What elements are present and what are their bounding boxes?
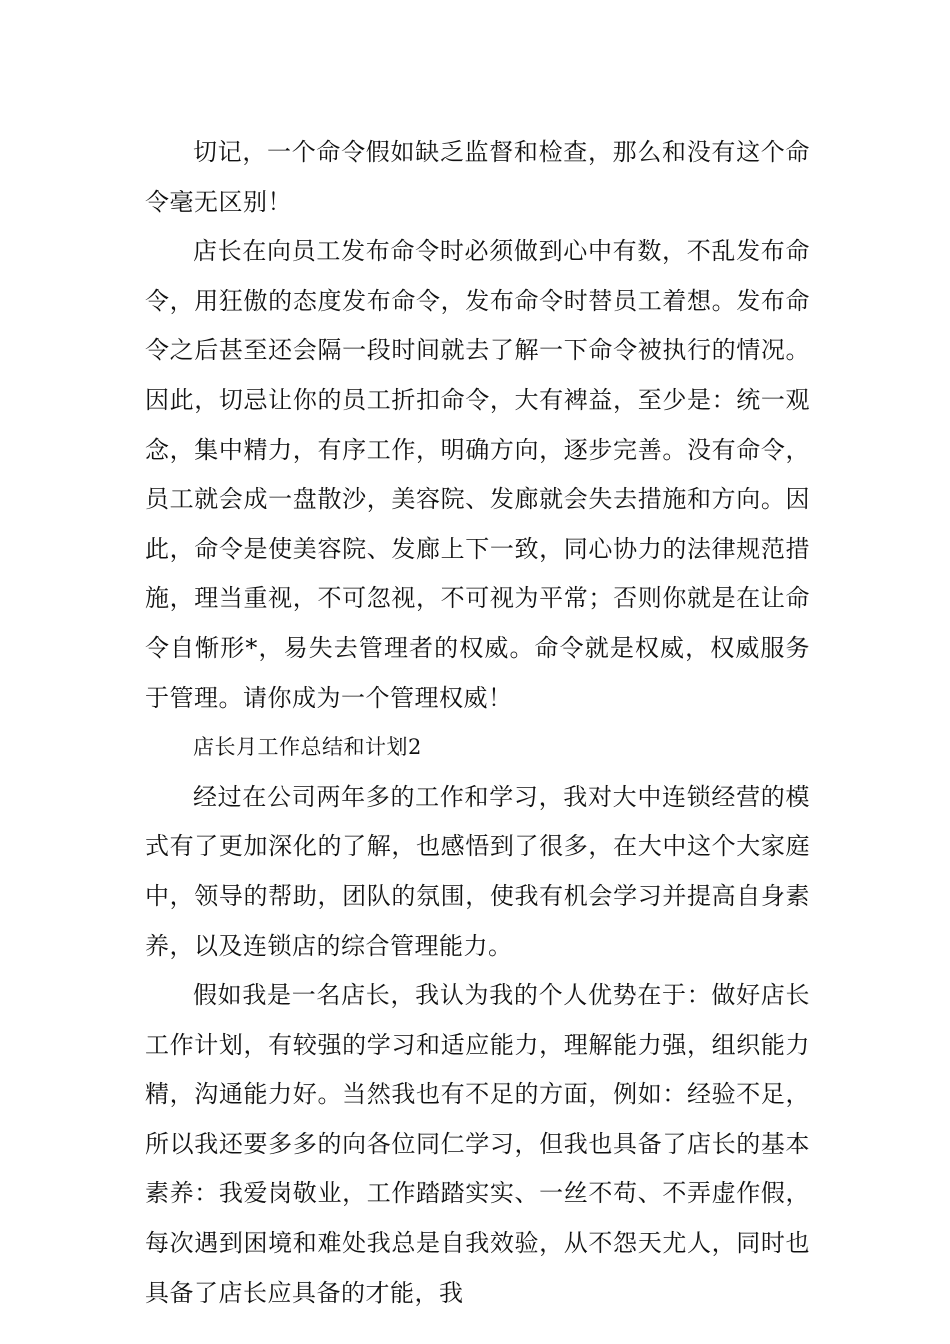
text-line: 了更加深化的了解，也感悟到了很多，在大中这个大家庭中，领导	[145, 832, 811, 910]
paragraph-1	[145, 128, 810, 227]
text-line: 是自我效验，从不怨天尤人，同时也具备了店长应具备的才能，我	[145, 1229, 811, 1307]
text-line: 经过在公司两年多的工作和学习，我对大中连锁经营的模式有	[145, 782, 810, 861]
text-line: 至还会隔一段时间就去了解一下命令被执行的情况。因此，切忌让	[145, 336, 811, 414]
text-line: 无区别！	[194, 187, 292, 216]
section-heading: 店长月工作总结和计划2	[193, 735, 422, 760]
text-line: 视为平常；否则你就是在让命令自惭形*，易失去管理者的权威。命	[145, 584, 811, 662]
text-line: 你的员工折扣命令，大有裨益，至少是：统一观念，集中精力，有	[145, 385, 811, 464]
document-body	[145, 128, 810, 1318]
text-line: 令就是权威，权威服务于管理。请你成为一个管理权威！	[145, 633, 811, 712]
text-line: 用狂傲的态度发布命令，发布命令时替员工着想。发布命令之后甚	[145, 286, 811, 365]
text-line: 美容院、发廊就会失去措施和方向。因此，命令是使美容院、发廊	[145, 485, 811, 563]
text-line: 店长在向员工发布命令时必须做到心中有数，不乱发布命令，	[145, 237, 810, 315]
text-line: 计划，有较强的学习和适应能力，理解能力强，组织能力精，沟通	[145, 1030, 811, 1109]
text-line: 序工作，明确方向，逐步完善。没有命令，员工就会成一盘散沙，	[145, 435, 810, 514]
text-line: 的帮助，团队的氛围，使我有机会学习并提高自身素养，以及连锁	[145, 881, 811, 960]
paragraph-3	[145, 773, 810, 971]
text-line: 多的向各位同仁学习，但我也具备了店长的基本素养：我爱岗敬业，	[145, 1129, 811, 1208]
text-line: 店的综合管理能力。	[292, 931, 513, 960]
text-line: 工作踏踏实实、一丝不苟、不弄虚作假，每次遇到困境和难处我总	[145, 1179, 811, 1258]
paragraph-2	[145, 227, 810, 723]
text-line: 假如我是一名店长，我认为我的个人优势在于：做好店长工作	[145, 981, 810, 1059]
text-line: 切记，一个命令假如缺乏监督和检查，那么和没有这个命令毫	[145, 138, 810, 216]
text-line: 上下一致，同心协力的法律规范措施，理当重视，不可忽视，不可	[145, 534, 811, 613]
text-line: 能力好。当然我也有不足的方面，例如：经验不足，所以我还要多	[145, 1080, 811, 1158]
paragraph-4	[145, 971, 810, 1318]
